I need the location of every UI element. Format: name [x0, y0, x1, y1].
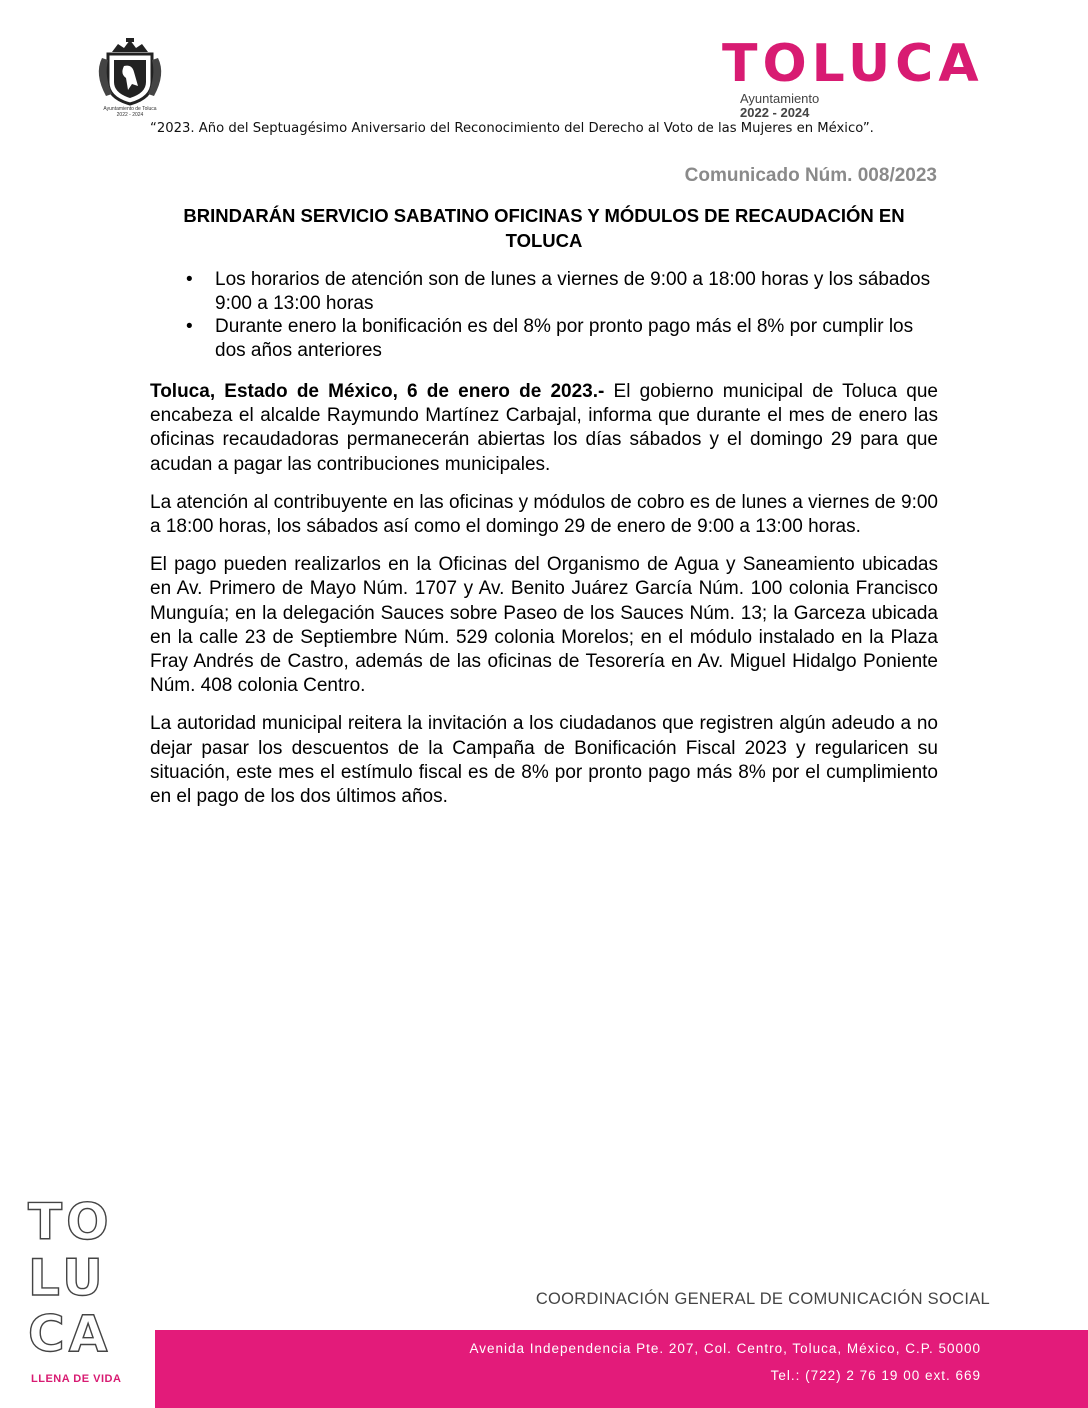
side-logo-row-2: LU	[28, 1249, 107, 1307]
paragraph-3: El pago pueden realizarlos en la Oficinas del Organismo de Agua y Saneamiento ubicadas en Av. Primero de Mayo Núm. 1707 y Av. Benito Juárez García Núm. 100 colonia Francisco Munguía; en la delegación Sauces sobre Paseo de los Sauces Núm. 13; la Garceza ubicada en la calle 23 de Septiembre Núm. 529 colonia Morelos; en el módulo instalado en la Plaza Fray Andrés de Castro, además de las oficinas de Tesorería en Av. Miguel Hidalgo Poniente Núm. 408 colonia Centro.	[150, 554, 938, 697]
paragraph-1-text: El gobierno municipal de Toluca que encabeza el alcalde Raymundo Martínez Carbajal, informa que durante el mes de enero las oficinas recaudadoras permanecerán abiertas los días sábados y el domingo 29 para que acudan a pagar las contribuciones municipales.	[150, 381, 938, 475]
highlights-list	[186, 268, 946, 362]
crest-emblem-icon	[88, 38, 172, 106]
toluca-logo	[722, 36, 984, 126]
coordination-label: COORDINACIÓN GENERAL DE COMUNICACIÓN SOCIAL	[535, 1290, 990, 1308]
municipal-crest-logo	[88, 38, 172, 122]
toluca-logo-word: TOLUCA	[722, 34, 984, 94]
logo-years: 2022 - 2024	[740, 105, 810, 120]
page-title: BRINDARÁN SERVICIO SABATINO OFICINAS Y MÓDULOS DE RECAUDACIÓN EN TOLUCA	[183, 205, 905, 251]
crest-caption-years: 2022 - 2024	[116, 112, 144, 118]
side-logo-row-3: CA	[28, 1305, 112, 1363]
paragraph-2: La atención al contribuyente en las oficinas y módulos de cobro es de lunes a viernes de 9:00 a 18:00 horas, los sábados así como el domingo 29 de enero de 9:00 a 13:00 horas.	[150, 491, 938, 538]
side-logo-row-1: TO	[28, 1193, 113, 1251]
side-toluca-logo	[26, 1195, 146, 1395]
list-item: • Los horarios de atención son de lunes a viernes de 9:00 a 18:00 horas y los sábados 9:00 a 13:00 horas	[186, 268, 946, 315]
comunicado-number: Comunicado Núm. 008/2023	[684, 165, 937, 186]
list-item: • Durante enero la bonificación es del 8% por pronto pago más el 8% por cumplir los dos años anteriores	[186, 315, 946, 362]
year-motto: “2023. Año del Septuagésimo Aniversario del Reconocimiento del Derecho al Voto de las Mujeres en México”.	[150, 121, 874, 136]
dateline: Toluca, Estado de México, 6 de enero de 2023.-	[150, 381, 605, 402]
article-body	[150, 380, 938, 823]
paragraph-1	[150, 380, 938, 477]
logo-ayuntamiento: Ayuntamiento	[740, 91, 820, 106]
paragraph-4: La autoridad municipal reitera la invitación a los ciudadanos que registren algún adeudo a no dejar pasar los descuentos de la Campaña de Bonificación Fiscal 2023 y regularicen su situación, este mes el estímulo fiscal es de 8% por pronto pago más 8% por el cumplimiento en el pago de los dos últimos años.	[150, 713, 938, 808]
footer-address: Avenida Independencia Pte. 207, Col. Centro, Toluca, México, C.P. 50000	[469, 1341, 981, 1356]
crest-caption: Ayuntamiento de Toluca	[103, 106, 157, 112]
footer-phone: Tel.: (722) 2 76 19 00 ext. 669	[770, 1368, 981, 1383]
side-logo-tagline: LLENA DE VIDA	[31, 1373, 122, 1385]
